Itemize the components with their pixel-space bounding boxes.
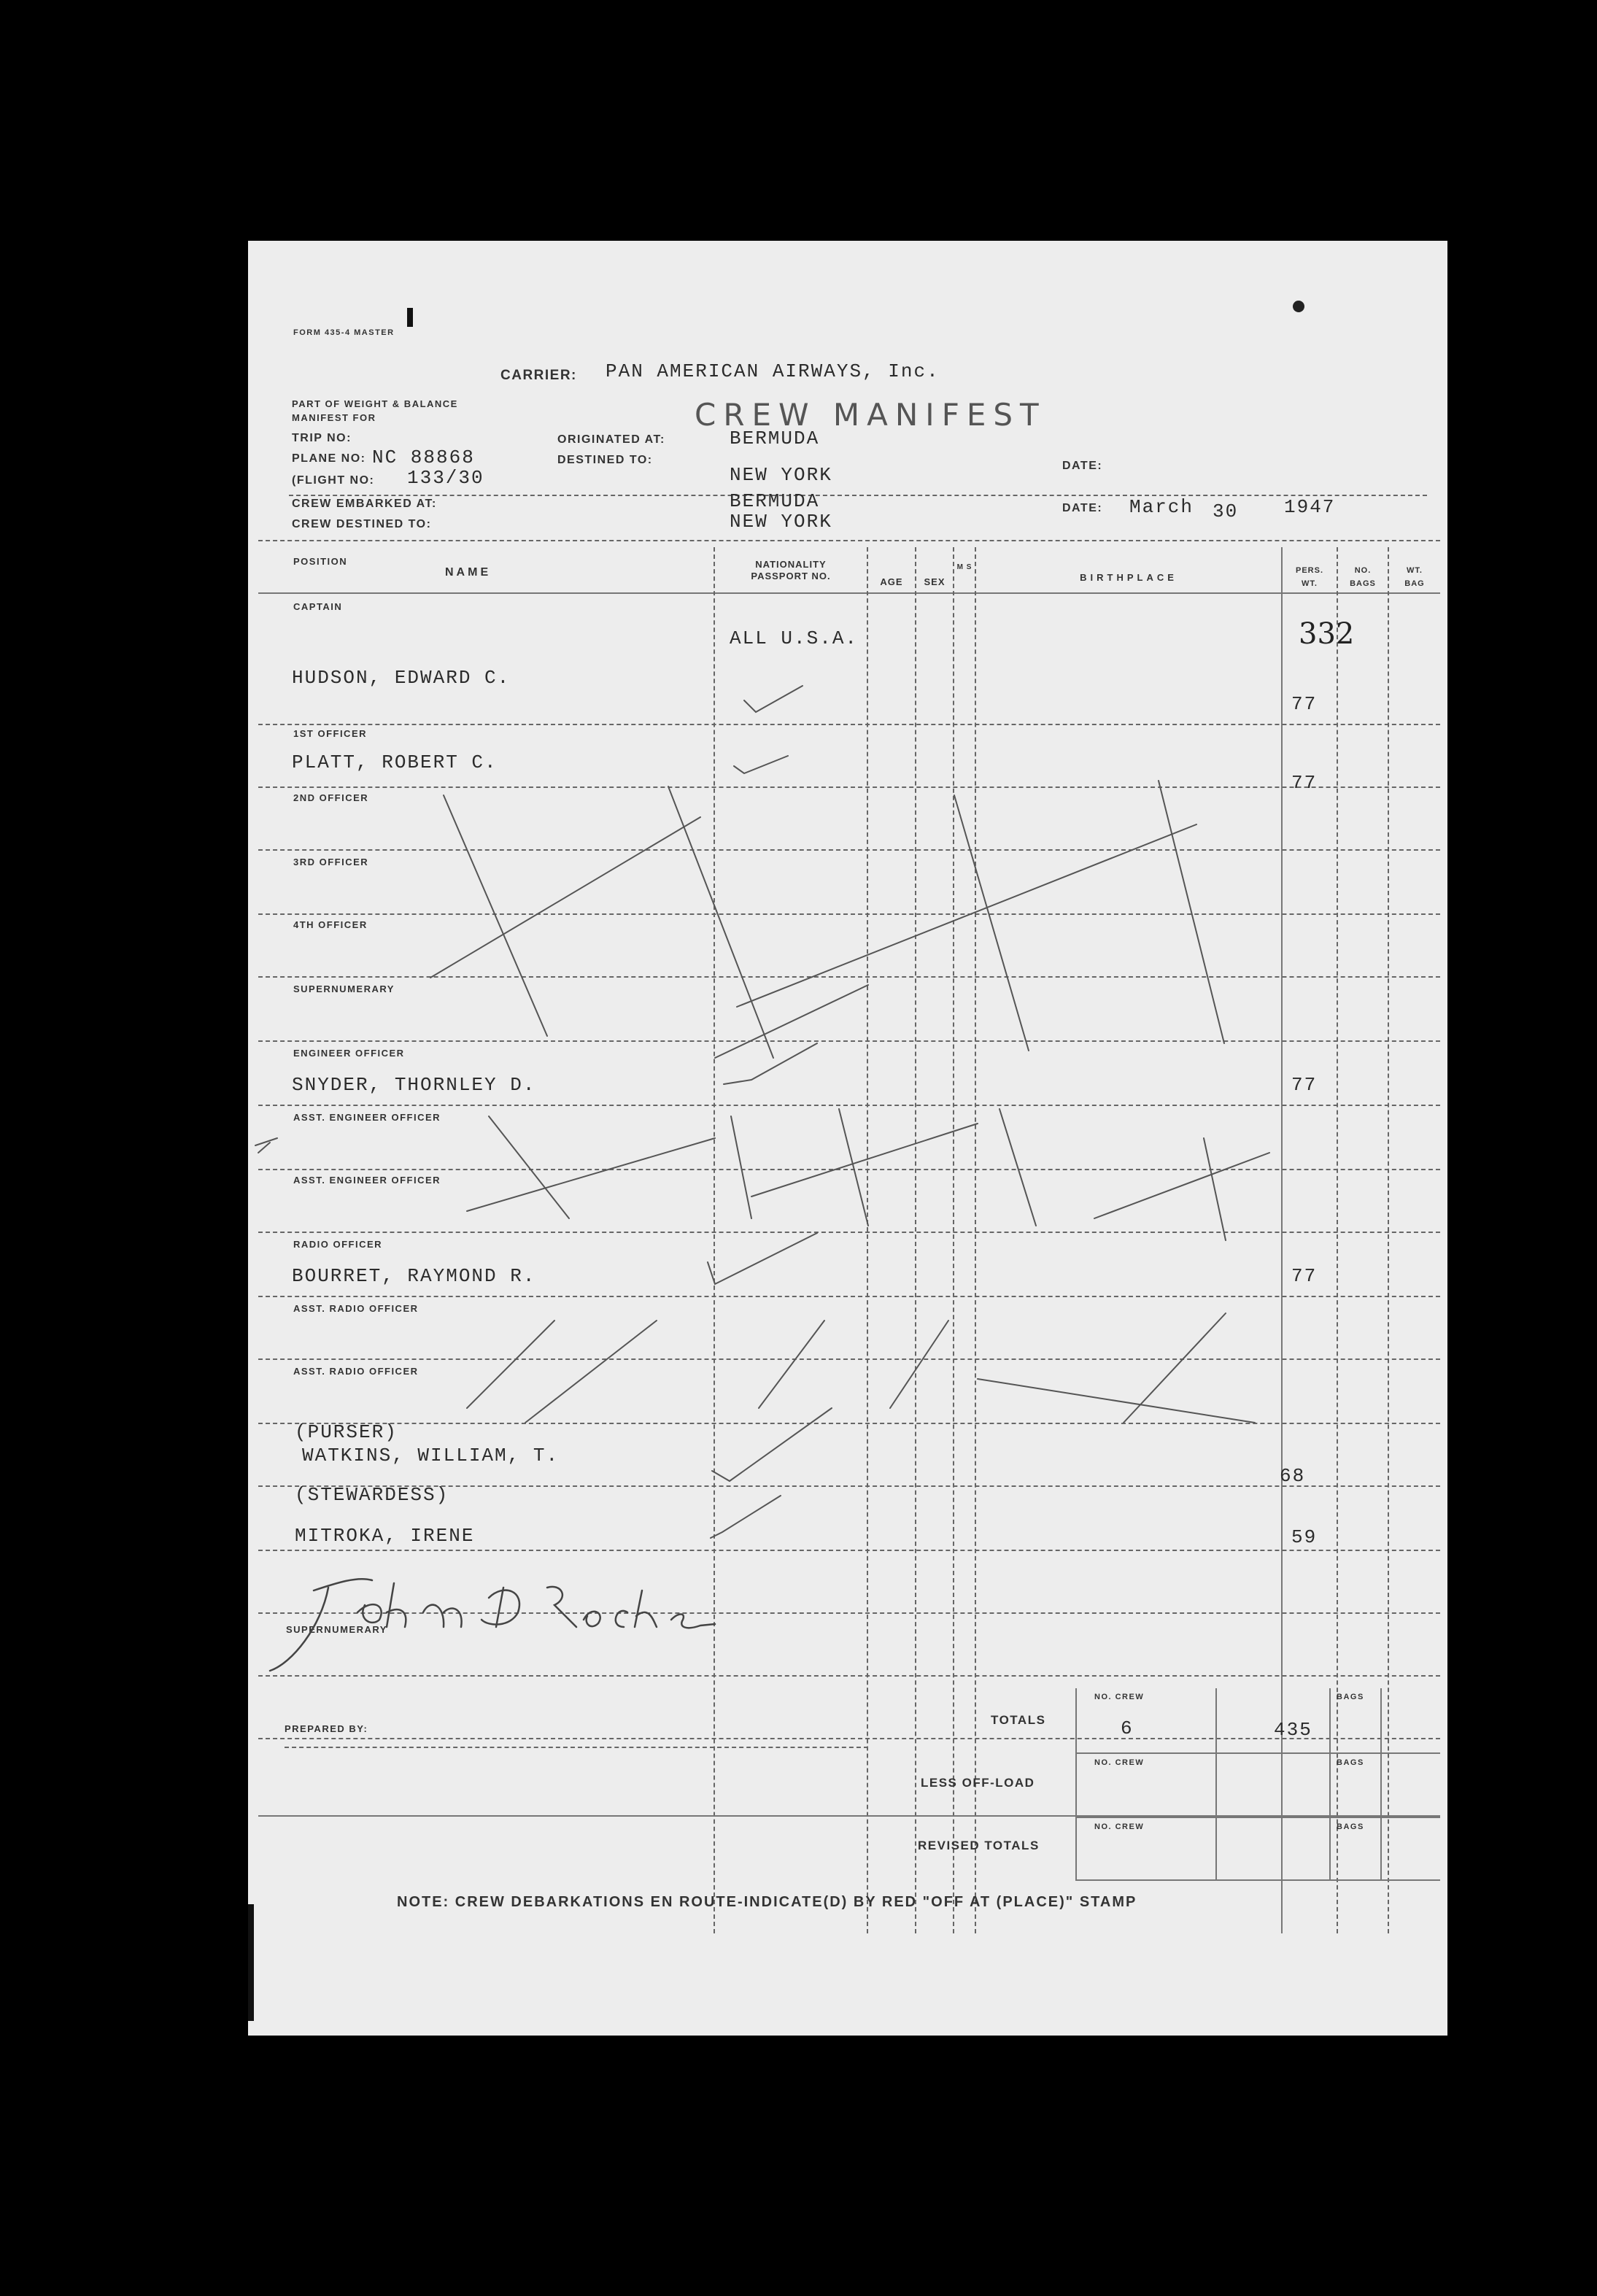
crew-weight: 77 <box>1291 693 1318 715</box>
crew-name: BOURRET, RAYMOND R. <box>292 1265 536 1287</box>
crew-embarked-label: CREW EMBARKED AT: <box>292 498 437 510</box>
col-wt-bags-1: WT. <box>1407 566 1423 575</box>
crew-destined-label: CREW DESTINED TO: <box>292 518 432 530</box>
page-title: CREW MANIFEST <box>695 397 1046 433</box>
crew-weight: 77 <box>1291 772 1318 794</box>
pos-fourth-officer: 4TH OFFICER <box>293 919 368 930</box>
pos-captain: CAPTAIN <box>293 601 343 612</box>
flight-no-value: 133/30 <box>407 467 484 489</box>
pos-asst-radio-2: ASST. RADIO OFFICER <box>293 1366 419 1377</box>
note-text: NOTE: CREW DEBARKATIONS EN ROUTE-INDICATE(D) BY RED "OFF AT (PLACE)" STAMP <box>397 1894 1137 1910</box>
date2-label: DATE: <box>1062 502 1103 514</box>
revised-totals-label: REVISED TOTALS <box>918 1839 1040 1852</box>
no-crew-label: NO. CREW <box>1094 1693 1145 1701</box>
nationality-all: ALL U.S.A. <box>730 627 859 649</box>
carrier-label: CARRIER: <box>500 368 577 383</box>
originated-label: ORIGINATED AT: <box>557 433 665 446</box>
crew-embarked-value: BERMUDA <box>730 490 820 512</box>
col-no-bags-2: BAGS <box>1350 579 1376 588</box>
destined-label: DESTINED TO: <box>557 454 653 466</box>
col-birthplace: BIRTHPLACE <box>1080 572 1178 583</box>
crew-weight: 68 <box>1280 1465 1306 1487</box>
pos-asst-radio-1: ASST. RADIO OFFICER <box>293 1303 419 1314</box>
no-crew-label: NO. CREW <box>1094 1758 1145 1767</box>
pos-radio-officer: RADIO OFFICER <box>293 1239 383 1250</box>
flight-no-label: (FLIGHT NO: <box>292 474 375 487</box>
date-month: March <box>1129 496 1194 518</box>
col-position: POSITION <box>293 556 348 567</box>
pos-asst-engineer-2: ASST. ENGINEER OFFICER <box>293 1175 441 1186</box>
manifest-for-label: MANIFEST FOR <box>292 412 376 423</box>
col-pers-wt-1: PERS. <box>1295 566 1323 575</box>
col-passport: PASSPORT NO. <box>751 571 831 581</box>
total-weight: 435 <box>1274 1719 1312 1741</box>
crew-destined-value: NEW YORK <box>730 511 832 533</box>
crew-weight: 77 <box>1291 1265 1318 1287</box>
manifest-sheet <box>248 241 1447 2036</box>
handwritten-total-weight: 332 <box>1299 617 1355 651</box>
col-name: NAME <box>445 566 492 579</box>
crew-name: PLATT, ROBERT C. <box>292 751 498 773</box>
crew-role: (PURSER) <box>295 1421 398 1443</box>
col-no-bags-1: NO. <box>1354 566 1372 575</box>
crew-role: (STEWARDESS) <box>295 1484 449 1506</box>
pos-supernumerary-2: SUPERNUMERARY <box>286 1624 387 1635</box>
crew-name: SNYDER, THORNLEY D. <box>292 1074 536 1096</box>
date-day: 30 <box>1213 500 1239 522</box>
trip-no-label: TRIP NO: <box>292 432 352 444</box>
col-pers-wt-2: WT. <box>1302 579 1318 588</box>
bags-label: BAGS <box>1337 1693 1364 1701</box>
destined-value: NEW YORK <box>730 464 832 486</box>
plane-no-value: NC 88868 <box>372 447 475 468</box>
plane-no-label: PLANE NO: <box>292 452 366 465</box>
bags-label: BAGS <box>1337 1823 1364 1831</box>
crew-weight: 77 <box>1291 1074 1318 1096</box>
col-nationality: NATIONALITY <box>755 559 827 570</box>
crew-name: WATKINS, WILLIAM, T. <box>302 1445 560 1466</box>
pos-second-officer: 2ND OFFICER <box>293 792 369 803</box>
bags-label: BAGS <box>1337 1758 1364 1767</box>
col-ms: M S <box>956 563 972 571</box>
part-of-label: PART OF WEIGHT & BALANCE <box>292 398 458 409</box>
crew-name: MITROKA, IRENE <box>295 1525 475 1547</box>
pos-first-officer: 1ST OFFICER <box>293 728 368 739</box>
pos-engineer-officer: ENGINEER OFFICER <box>293 1048 405 1059</box>
col-sex: SEX <box>924 576 946 587</box>
totals-label: TOTALS <box>991 1713 1046 1727</box>
crew-name: HUDSON, EDWARD C. <box>292 667 511 689</box>
prepared-by-label: PREPARED BY: <box>285 1723 368 1734</box>
crew-weight: 59 <box>1291 1526 1318 1548</box>
date-label: DATE: <box>1062 460 1103 472</box>
handwritten-marks <box>248 241 1447 2036</box>
pos-supernumerary: SUPERNUMERARY <box>293 983 395 994</box>
col-age: AGE <box>880 576 903 587</box>
pos-asst-engineer-1: ASST. ENGINEER OFFICER <box>293 1112 441 1123</box>
pos-third-officer: 3RD OFFICER <box>293 857 369 867</box>
date-year: 1947 <box>1284 496 1336 518</box>
carrier-name: PAN AMERICAN AIRWAYS, Inc. <box>606 360 940 382</box>
no-crew-label: NO. CREW <box>1094 1823 1145 1831</box>
col-wt-bags-2: BAG <box>1404 579 1425 588</box>
form-number: FORM 435-4 MASTER <box>293 328 395 337</box>
less-offload-label: LESS OFF-LOAD <box>921 1776 1035 1790</box>
originated-value: BERMUDA <box>730 428 820 449</box>
total-crew-count: 6 <box>1121 1717 1134 1739</box>
